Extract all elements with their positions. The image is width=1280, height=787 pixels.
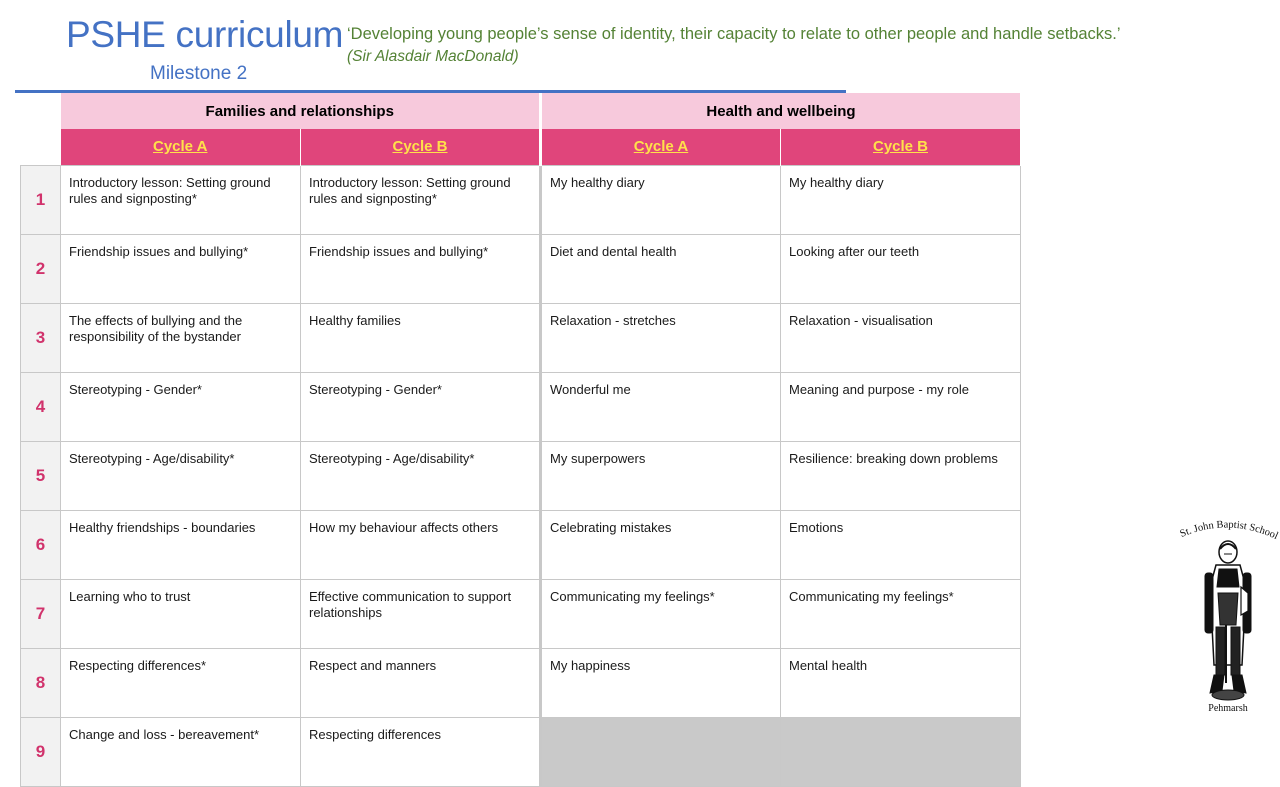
cycle-header-row: [21, 129, 1021, 166]
cycle-b-link[interactable]: Cycle B: [872, 138, 929, 155]
empty-cell: [541, 718, 781, 787]
table-cell: Respecting differences*: [61, 649, 301, 718]
table-cell: Resilience: breaking down problems: [781, 442, 1021, 511]
table-cell: Communicating my feelings*: [781, 580, 1021, 649]
table-row: [21, 511, 1021, 580]
table-cell: Change and loss - bereavement*: [61, 718, 301, 787]
table-cell: My healthy diary: [541, 166, 781, 235]
table-cell: My happiness: [541, 649, 781, 718]
cycle-header: [301, 129, 541, 166]
table-cell: Stereotyping - Gender*: [301, 373, 541, 442]
table-cell: Stereotyping - Age/disability*: [61, 442, 301, 511]
cycle-header: [61, 129, 301, 166]
quote-author: (Sir Alasdair MacDonald): [347, 48, 519, 65]
table-cell: Relaxation - visualisation: [781, 304, 1021, 373]
curriculum-table: [20, 93, 1021, 787]
cycle-header: [781, 129, 1021, 166]
table-cell: Effective communication to support relationships: [301, 580, 541, 649]
empty-cell: [781, 718, 1021, 787]
row-number: 9: [21, 718, 61, 787]
table-cell: Healthy friendships - boundaries: [61, 511, 301, 580]
table-cell: Healthy families: [301, 304, 541, 373]
logo-place-name: Pehmarsh: [1208, 703, 1248, 714]
table-cell: Stereotyping - Gender*: [61, 373, 301, 442]
table-cell: Relaxation - stretches: [541, 304, 781, 373]
row-number: 6: [21, 511, 61, 580]
row-number: 1: [21, 166, 61, 235]
cycle-a-link[interactable]: Cycle A: [153, 138, 208, 155]
table-cell: Respect and manners: [301, 649, 541, 718]
school-logo: [1176, 515, 1280, 715]
table-cell: Celebrating mistakes: [541, 511, 781, 580]
table-cell: How my behaviour affects others: [301, 511, 541, 580]
table-cell: Looking after our teeth: [781, 235, 1021, 304]
table-cell: Learning who to trust: [61, 580, 301, 649]
table-cell: My superpowers: [541, 442, 781, 511]
table-row: [21, 304, 1021, 373]
svg-text:St. John Baptist School: [1178, 519, 1279, 542]
page-title: PSHE curriculum: [66, 14, 344, 55]
cycle-header: [541, 129, 781, 166]
table-cell: The effects of bullying and the responsibility of the bystander: [61, 304, 301, 373]
table-cell: Respecting differences: [301, 718, 541, 787]
section-header-families: Families and relationships: [61, 93, 541, 129]
section-header-row: [21, 93, 1021, 129]
table-cell: Introductory lesson: Setting ground rules and signposting*: [61, 166, 301, 235]
row-number: 2: [21, 235, 61, 304]
section-header-health: Health and wellbeing: [541, 93, 1021, 129]
row-number: 7: [21, 580, 61, 649]
table-cell: Diet and dental health: [541, 235, 781, 304]
table-cell: Introductory lesson: Setting ground rules and signposting*: [301, 166, 541, 235]
table-row: [21, 235, 1021, 304]
knight-effigy-icon: [1205, 541, 1251, 700]
table-cell: Communicating my feelings*: [541, 580, 781, 649]
table-row: [21, 718, 1021, 787]
table-row: [21, 373, 1021, 442]
cycle-b-link[interactable]: Cycle B: [392, 138, 448, 155]
row-number: 3: [21, 304, 61, 373]
cycle-a-link[interactable]: Cycle A: [633, 138, 689, 155]
table-cell: My healthy diary: [781, 166, 1021, 235]
row-number: 4: [21, 373, 61, 442]
row-number: 8: [21, 649, 61, 718]
table-row: [21, 166, 1021, 235]
page-subtitle: Milestone 2: [150, 63, 248, 84]
table-cell: Meaning and purpose - my role: [781, 373, 1021, 442]
table-row: [21, 649, 1021, 718]
table-corner: [21, 129, 61, 166]
logo-school-name: St. John Baptist School: [1178, 519, 1280, 542]
table-cell: Wonderful me: [541, 373, 781, 442]
table-corner: [21, 93, 61, 129]
table-cell: Friendship issues and bullying*: [301, 235, 541, 304]
quote-text: ‘Developing young people’s sense of identity, their capacity to relate to other people and handle setbacks.’: [347, 25, 1121, 43]
table-cell: Emotions: [781, 511, 1021, 580]
table-row: [21, 580, 1021, 649]
table-cell: Stereotyping - Age/disability*: [301, 442, 541, 511]
row-number: 5: [21, 442, 61, 511]
table-cell: Friendship issues and bullying*: [61, 235, 301, 304]
table-row: [21, 442, 1021, 511]
table-cell: Mental health: [781, 649, 1021, 718]
